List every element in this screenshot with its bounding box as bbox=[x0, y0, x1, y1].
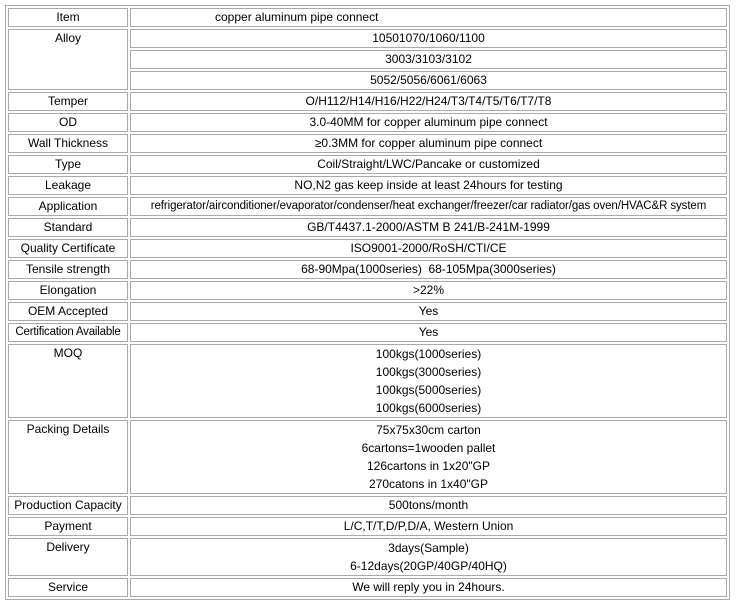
item-value: copper aluminum pipe connect bbox=[130, 8, 727, 27]
oem-accepted-label: OEM Accepted bbox=[8, 302, 128, 321]
packing-details-value bbox=[130, 420, 727, 494]
table-row bbox=[8, 92, 727, 111]
table-row bbox=[8, 176, 727, 195]
application-label: Application bbox=[8, 197, 128, 216]
table-row bbox=[8, 155, 727, 174]
service-label: Service bbox=[8, 578, 128, 597]
temper-label: Temper bbox=[8, 92, 128, 111]
production-capacity-label: Production Capacity bbox=[8, 496, 128, 515]
oem-accepted-value: Yes bbox=[130, 302, 727, 321]
moq-line: 100kgs(5000series) bbox=[375, 383, 482, 397]
table-row bbox=[8, 260, 727, 279]
table-row bbox=[8, 538, 727, 576]
moq-line: 100kgs(3000series) bbox=[375, 365, 482, 379]
certification-available-value: Yes bbox=[130, 323, 727, 342]
table-row bbox=[8, 218, 727, 237]
standard-value: GB/T4437.1-2000/ASTM B 241/B-241M-1999 bbox=[130, 218, 727, 237]
packing-details-label: Packing Details bbox=[8, 420, 128, 494]
tensile-strength-label: Tensile strength bbox=[8, 260, 128, 279]
table-row bbox=[8, 302, 727, 321]
table-row bbox=[8, 134, 727, 153]
tensile-strength-value: 68-90Mpa(1000series) 68-105Mpa(3000series) bbox=[130, 260, 727, 279]
leakage-value: NO,N2 gas keep inside at least 24hours for testing bbox=[130, 176, 727, 195]
application-value: refrigerator/airconditioner/evaporator/condenser/heat exchanger/freezer/car radiator/gas oven/HVAC&R system bbox=[130, 197, 727, 216]
alloy-label: Alloy bbox=[8, 29, 128, 90]
moq-line: 100kgs(1000series) bbox=[375, 347, 482, 361]
temper-value: O/H112/H14/H16/H22/H24/T3/T4/T5/T6/T7/T8 bbox=[130, 92, 727, 111]
delivery-line: 6-12days(20GP/40GP/40HQ) bbox=[350, 559, 507, 573]
table-row bbox=[8, 29, 727, 48]
elongation-value: >22% bbox=[130, 281, 727, 300]
leakage-label: Leakage bbox=[8, 176, 128, 195]
moq-label: MOQ bbox=[8, 344, 128, 418]
wall-thickness-value: ≥0.3MM for copper aluminum pipe connect bbox=[130, 134, 727, 153]
od-value: 3.0-40MM for copper aluminum pipe connect bbox=[130, 113, 727, 132]
moq-line: 100kgs(6000series) bbox=[375, 401, 482, 415]
type-value: Coil/Straight/LWC/Pancake or customized bbox=[130, 155, 727, 174]
elongation-label: Elongation bbox=[8, 281, 128, 300]
table-row bbox=[8, 197, 727, 216]
table-row bbox=[8, 113, 727, 132]
specification-table bbox=[5, 5, 730, 600]
type-label: Type bbox=[8, 155, 128, 174]
table-row bbox=[8, 344, 727, 418]
packing-line: 75x75x30cm carton bbox=[376, 423, 481, 437]
delivery-line: 3days(Sample) bbox=[388, 541, 469, 555]
delivery-label: Delivery bbox=[8, 538, 128, 576]
alloy-value-1: 10501070/1060/1100 bbox=[130, 29, 727, 48]
table-row bbox=[8, 517, 727, 536]
packing-line: 126cartons in 1x20"GP bbox=[367, 459, 490, 473]
delivery-value bbox=[130, 538, 727, 576]
table-row bbox=[8, 420, 727, 494]
od-label: OD bbox=[8, 113, 128, 132]
quality-certificate-label: Quality Certificate bbox=[8, 239, 128, 258]
alloy-value-3: 5052/5056/6061/6063 bbox=[130, 71, 727, 90]
item-label: Item bbox=[8, 8, 128, 27]
production-capacity-value: 500tons/month bbox=[130, 496, 727, 515]
table-row bbox=[8, 239, 727, 258]
packing-line: 6cartons=1wooden pallet bbox=[361, 441, 496, 455]
service-value: We will reply you in 24hours. bbox=[130, 578, 727, 597]
quality-certificate-value: ISO9001-2000/RoSH/CTI/CE bbox=[130, 239, 727, 258]
table-row bbox=[8, 323, 727, 342]
certification-available-label: Certification Available bbox=[8, 323, 128, 342]
payment-value: L/C,T/T,D/P,D/A, Western Union bbox=[130, 517, 727, 536]
payment-label: Payment bbox=[8, 517, 128, 536]
table-row bbox=[8, 578, 727, 597]
moq-value bbox=[130, 344, 727, 418]
alloy-value-2: 3003/3103/3102 bbox=[130, 50, 727, 69]
wall-thickness-label: Wall Thickness bbox=[8, 134, 128, 153]
table-row bbox=[8, 8, 727, 27]
standard-label: Standard bbox=[8, 218, 128, 237]
table-row bbox=[8, 496, 727, 515]
table-row bbox=[8, 281, 727, 300]
packing-line: 270catons in 1x40"GP bbox=[368, 477, 488, 491]
